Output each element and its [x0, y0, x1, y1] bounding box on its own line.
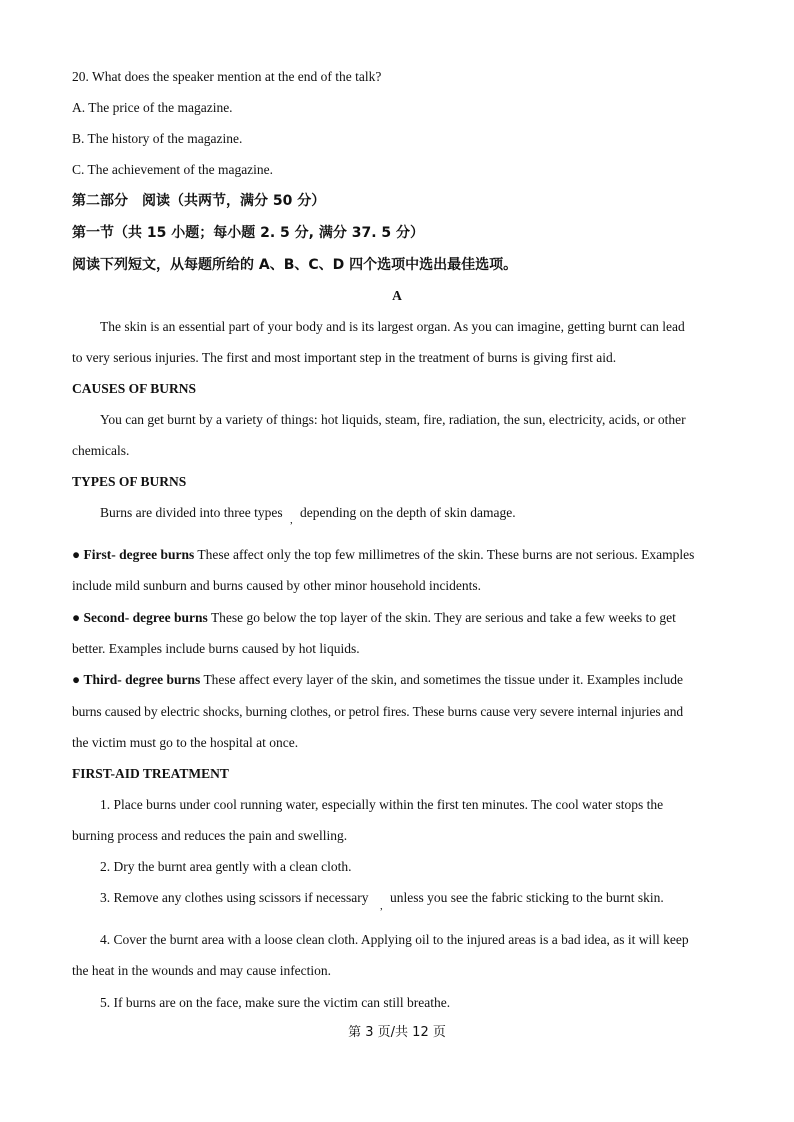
step-5: 5. If burns are on the face, make sure the victim can still breathe.	[100, 995, 451, 1010]
page-number: 第 3 页/共 12 页	[348, 1025, 446, 1040]
part-title: 第二部分 阅读（共两节，满分 50 分）	[72, 193, 326, 209]
second-degree-text: These go below the top layer of the skin. They are serious and take a few weeks to get	[210, 610, 676, 625]
types-intro-a: Burns are divided into three types	[100, 505, 283, 520]
causes-line-1: You can get burnt by a variety of things: hot liquids, steam, fire, radiation, the sun, electricity, acids, or other	[100, 412, 686, 427]
question-20: 20. What does the speaker mention at the end of the talk?	[72, 69, 382, 84]
intro-line-2: to very serious injuries. The first and most important step in the treatment of burns is giving first aid.	[72, 350, 617, 365]
treatment-heading: FIRST-AID TREATMENT	[72, 766, 229, 781]
option-b: B. The history of the magazine.	[72, 131, 243, 146]
causes-line-2: chemicals.	[72, 443, 130, 458]
third-degree-text: These affect every layer of the skin, and sometimes the tissue under it. Examples include	[203, 672, 684, 687]
intro-line-1: The skin is an essential part of your body and is its largest organ. As you can imagine, getting burnt can lead	[100, 319, 685, 334]
first-degree-line-1	[72, 546, 694, 564]
reading-instruction: 阅读下列短文，从每题所给的 A、B、C、D 四个选项中选出最佳选项。	[72, 257, 518, 273]
types-heading: TYPES OF BURNS	[72, 474, 187, 489]
types-comma: ,	[290, 514, 293, 526]
step-1-line-2: burning process and reduces the pain and swelling.	[72, 828, 348, 843]
step-3-comma: ,	[380, 900, 383, 912]
third-degree-line-2: burns caused by electric shocks, burning clothes, or petrol fires. These burns cause very severe internal injuries and	[72, 704, 684, 719]
first-degree-line-2: include mild sunburn and burns caused by other minor household incidents.	[72, 578, 482, 593]
subsection-title: 第一节（共 15 小题；每小题 2. 5 分, 满分 37. 5 分）	[72, 225, 425, 241]
step-2: 2. Dry the burnt area gently with a clean cloth.	[100, 859, 352, 874]
types-intro-b: depending on the depth of skin damage.	[300, 505, 516, 520]
second-degree-line-1	[72, 609, 676, 627]
step-4-line-1: 4. Cover the burnt area with a loose clean cloth. Applying oil to the injured areas is a bad idea, as it will keep	[100, 932, 689, 947]
step-4-line-2: the heat in the wounds and may cause infection.	[72, 963, 332, 978]
second-degree-line-2: better. Examples include burns caused by hot liquids.	[72, 641, 360, 656]
second-degree-term: Second- degree burns	[83, 610, 208, 625]
option-a: A. The price of the magazine.	[72, 100, 233, 115]
bullet: ●	[72, 672, 81, 687]
option-c: C. The achievement of the magazine.	[72, 162, 274, 177]
bullet: ●	[72, 547, 81, 562]
step-1-line-1: 1. Place burns under cool running water, especially within the first ten minutes. The cool water stops the	[100, 797, 664, 812]
step-3-b: unless you see the fabric sticking to the burnt skin.	[390, 890, 664, 905]
third-degree-line-1	[72, 671, 683, 689]
passage-label: A	[392, 288, 402, 303]
first-degree-text: These affect only the top few millimetres of the skin. These burns are not serious. Examples	[197, 547, 695, 562]
step-3-a: 3. Remove any clothes using scissors if necessary	[100, 890, 369, 905]
causes-heading: CAUSES OF BURNS	[72, 381, 197, 396]
third-degree-term: Third- degree burns	[83, 672, 201, 687]
first-degree-term: First- degree burns	[83, 547, 195, 562]
bullet: ●	[72, 610, 81, 625]
third-degree-line-3: the victim must go to the hospital at once.	[72, 735, 299, 750]
